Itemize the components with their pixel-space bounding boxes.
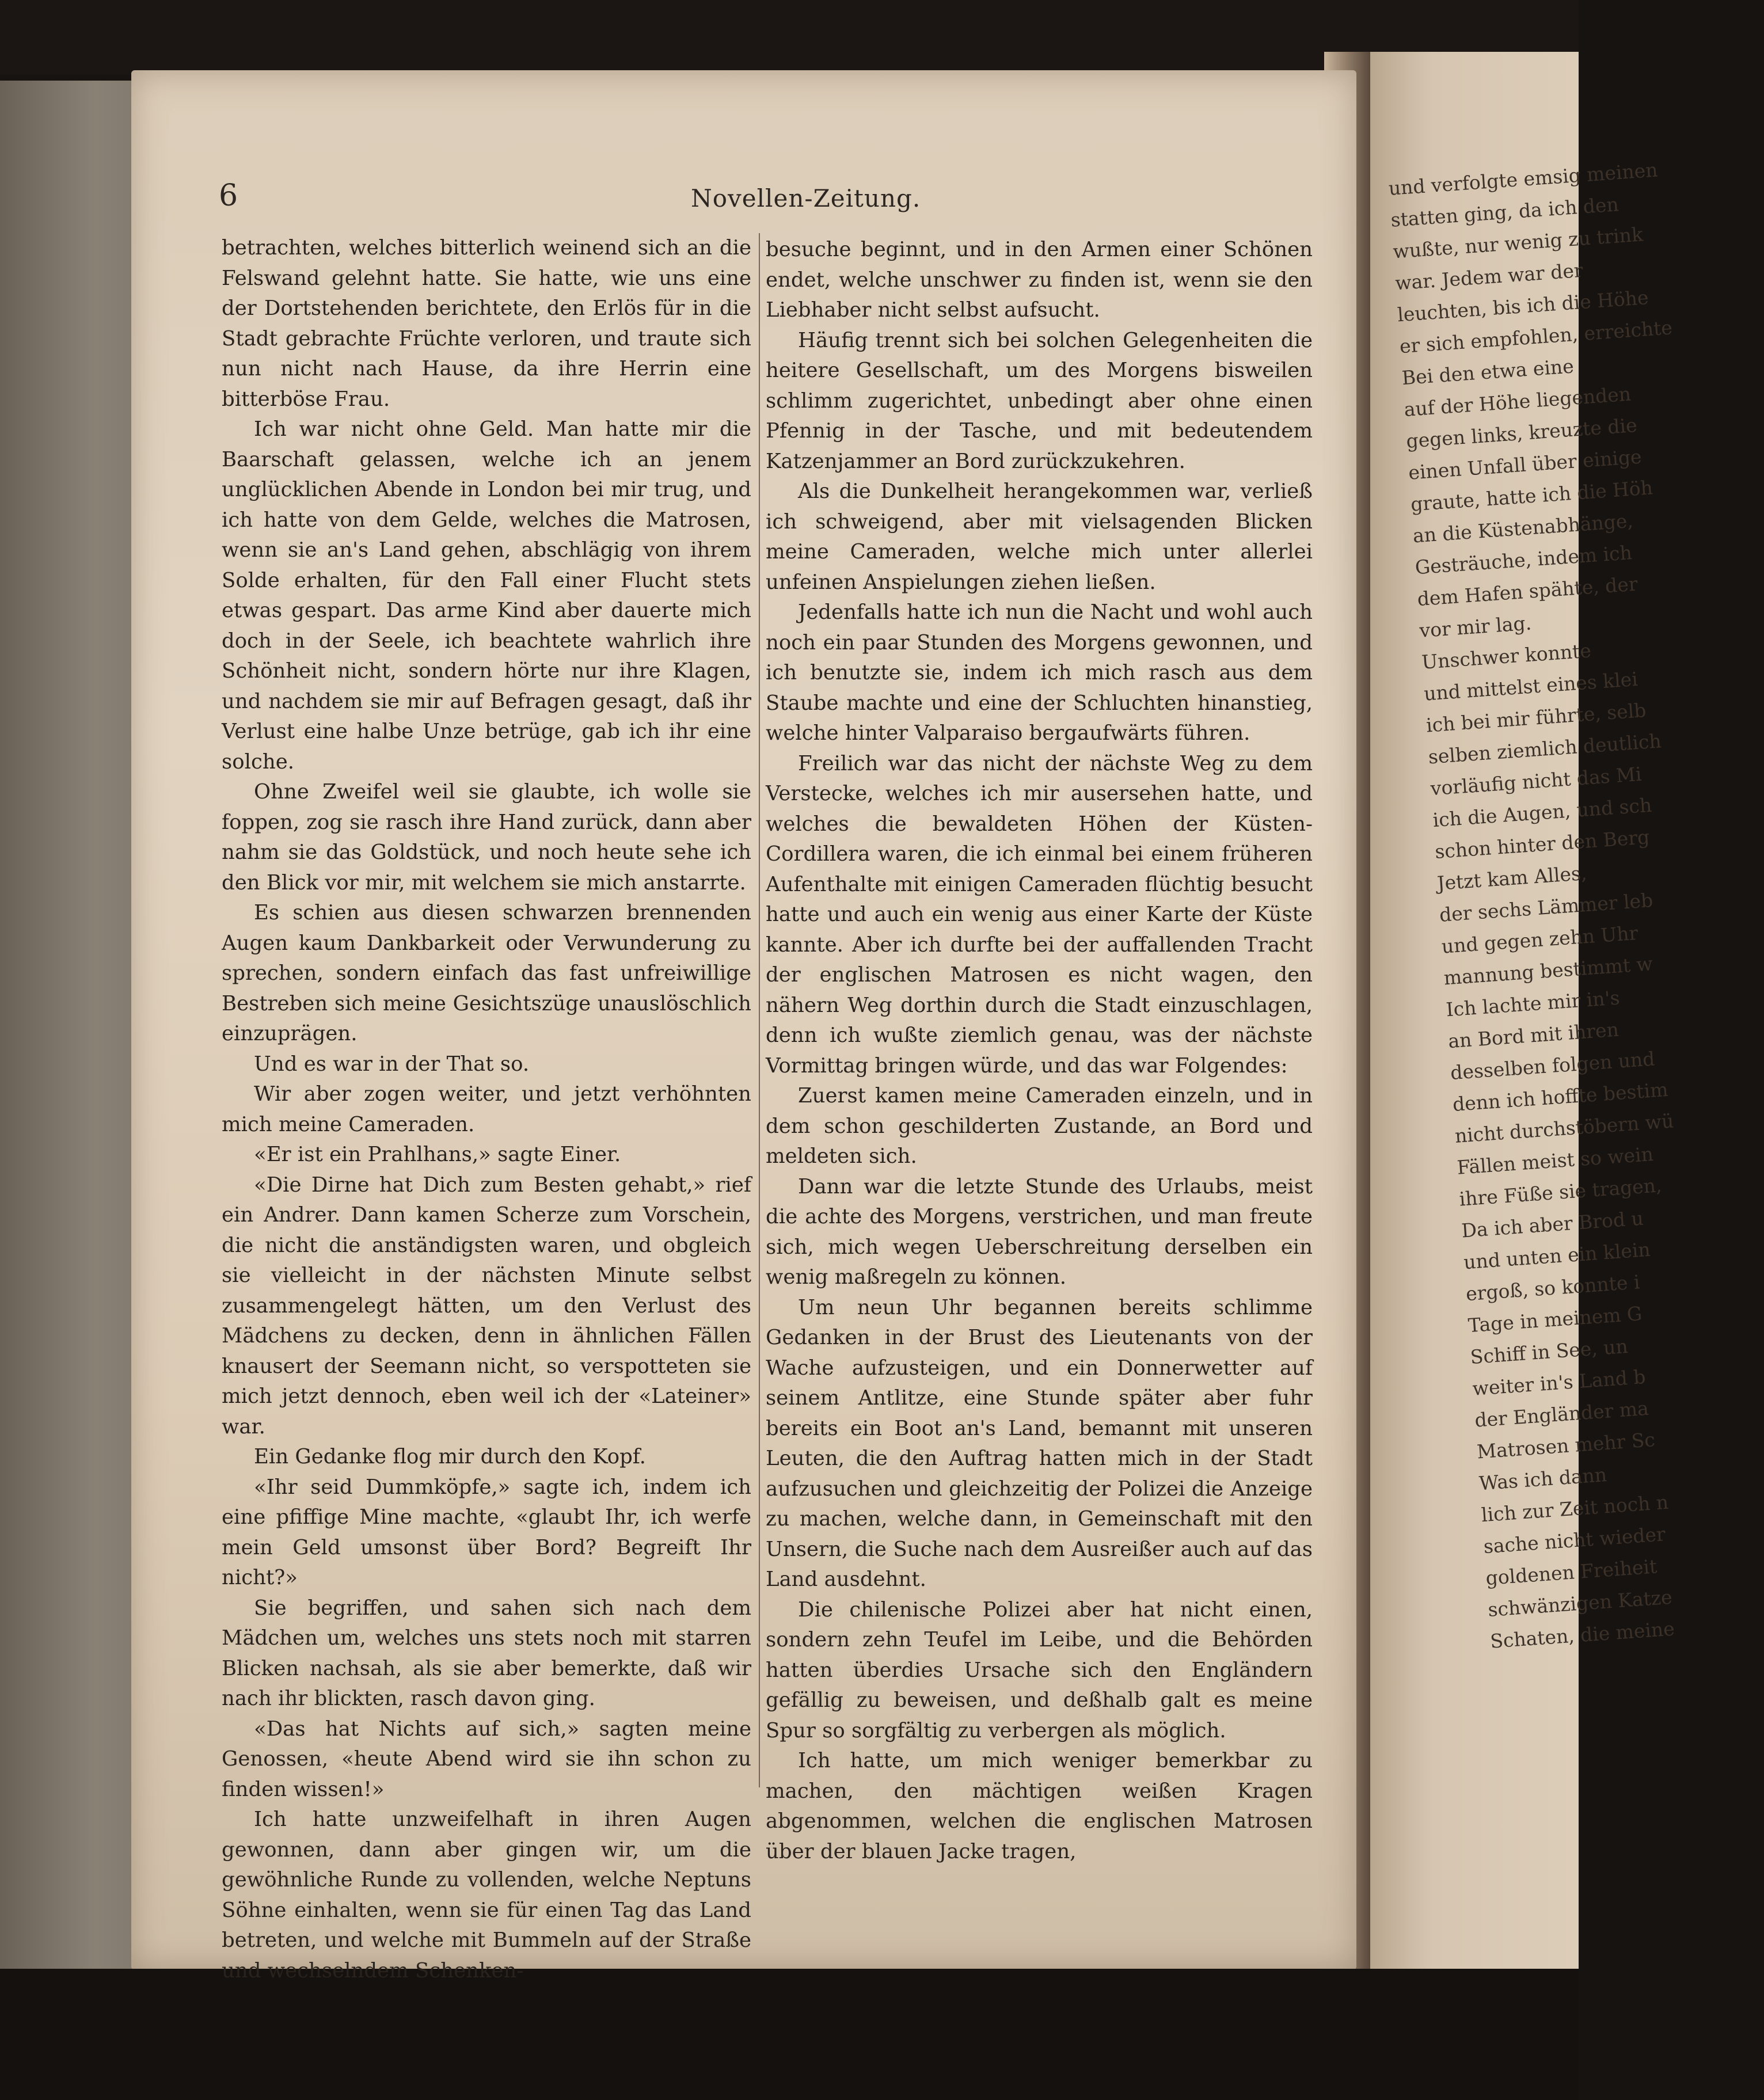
adjacent-text-line: Unschwer konnte	[1421, 639, 1592, 674]
adjacent-text-line: desselben folgen und	[1449, 1047, 1656, 1085]
adjacent-text-line: ergoß, so konnte i	[1465, 1270, 1641, 1306]
paragraph: Sie begriffen, und sahen sich nach dem Mädchen um, welches uns stets noch mit starren Blicken nachsah, als sie aber bemerkte, daß wir nach ihr blickten, rasch davon ging.	[222, 1596, 751, 1710]
paragraph: Jedenfalls hatte ich nun die Nacht und wohl auch noch ein paar Stunden des Morgens gewonnen, und ich benutzte sie, indem ich mich rasch aus dem Staube machte und eine der Schluchten hinanstieg, welche hinter Valparaiso bergaufwärts führen.	[766, 600, 1313, 745]
adjacent-text-line: Da ich aber Brod u	[1461, 1207, 1644, 1242]
paragraph: Ich hatte, um mich weniger bemerkbar zu machen, den mächtigen weißen Kragen abgenommen, welchen die englischen Matrosen über der blauen Jacke tragen,	[766, 1749, 1313, 1863]
adjacent-text-line: ich die Augen, und sch	[1432, 793, 1653, 832]
adjacent-text-line: Schaten, die meine	[1489, 1617, 1675, 1653]
adjacent-text-line: ihre Füße sie tragen,	[1458, 1174, 1663, 1211]
paragraph: Freilich war das nicht der nächste Weg zu dem Verstecke, welches ich mir ausersehen hatte, und welches die bewaldeten Höhen der Küsten-Cordillera waren, die ich einmal bei einem früheren Aufenthalte mit einigen Cameraden flüchtig besucht hatte und auch ein wenig aus einer Karte der Küste kannte. Aber ich durfte bei der auffallenden Tracht der englischen Matrosen es nicht wagen, den nähern Weg dorthin durch die Stadt einzuschlagen, denn ich wußte ziemlich genau, was der nächste Vormittag bringen würde, und das war Folgendes:	[766, 751, 1313, 1078]
paragraph: Häufig trennt sich bei solchen Gelegenheiten die heitere Gesellschaft, um des Morgens bisweilen schlimm zugerichtet, unbedingt aber ohne einen Pfennig in der Tasche, und mit bedeutendem Katzenjammer an Bord zurückzukehren.	[766, 328, 1313, 473]
paragraph: Zuerst kamen meine Cameraden einzeln, und in dem schon geschilderten Zustande, an Bord und meldeten sich.	[766, 1084, 1313, 1168]
scan-background-bottom	[0, 1969, 1579, 2100]
running-title: Novellen-Zeitung.	[691, 184, 921, 212]
column-divider	[759, 233, 760, 1787]
adjacent-text-line: denn ich hoffte bestim	[1451, 1078, 1669, 1116]
adjacent-text-line: er sich empfohlen, erreichte	[1398, 316, 1674, 358]
paragraph: betrachten, welches bitterlich weinend sich an die Felswand gelehnt hatte. Sie hatte, wie uns eine der Dortstehenden berichtete, den Erlös für in die Stadt gebrachte Früchte verloren, und traute sich nun nicht nach Hause, da ihre Herrin eine bitterböse Frau.	[222, 236, 751, 411]
adjacent-text-line: der Engländer ma	[1474, 1397, 1649, 1432]
paragraph: «Ihr seid Dummköpfe,» sagte ich, indem ich eine pfiffige Mine machte, «glaubt Ihr, ich werfe mein Geld umsonst über Bord? Begreift Ihr nicht?»	[222, 1475, 751, 1589]
adjacent-text-line: und unten ein klein	[1463, 1238, 1651, 1274]
text-column-right	[766, 235, 1313, 1867]
adjacent-text-line: an die Küstenabhänge,	[1412, 509, 1634, 547]
adjacent-text-line: Matrosen mehr Sc	[1476, 1428, 1656, 1463]
adjacent-text-line: Fällen meist so wein	[1456, 1142, 1655, 1179]
adjacent-text-line: statten ging, da ich den	[1390, 193, 1619, 231]
paragraph: «Die Dirne hat Dich zum Besten gehabt,» rief ein Andrer. Dann kamen Scherze zum Vorschein, die nicht die anständigsten waren, und obgleich sie vielleicht in der nächsten Minute selbst zusammengelegt hätten, um den Verlust des Mädchens zu decken, denn in ähnlichen Fällen knausert der Seemann nicht, so verspotteten sie mich jetzt dennoch, eben weil ich der «Lateiner» war.	[222, 1173, 751, 1439]
adjacent-text-line: Was ich dann	[1478, 1463, 1608, 1495]
adjacent-text-line: leuchten, bis ich die Höhe	[1396, 286, 1649, 326]
adjacent-text-line: graute, hatte ich die Höh	[1409, 476, 1654, 516]
paragraph: Ich hatte unzweifelhaft in ihren Augen gewonnen, dann aber gingen wir, um die gewöhnliche Runde zu vollenden, welche Neptuns Söhne einhalten, wenn sie für einen Tag das Land betreten, und welche mit Bummeln auf der Straße und wechselndem Schenken-	[222, 1808, 751, 1983]
adjacent-text-line: Jetzt kam Alles,	[1436, 861, 1588, 895]
adjacent-text-line: lich zur Zeit noch n	[1480, 1490, 1670, 1527]
adjacent-text-line: nicht durchstöbern wü	[1454, 1109, 1675, 1147]
adjacent-text-line: weiter in's Land b	[1472, 1365, 1647, 1400]
paragraph: Wir aber zogen weiter, und jetzt verhöhnten mich meine Cameraden.	[222, 1082, 751, 1136]
adjacent-text-line: schwänzigen Katze	[1487, 1585, 1673, 1621]
adjacent-text-line: war. Jedem war der	[1394, 258, 1584, 295]
page-number: 6	[219, 178, 238, 213]
paragraph: Ohne Zweifel weil sie glaubte, ich wolle sie foppen, zog sie rasch ihre Hand zurück, dann aber nahm sie das Goldstück, und noch heute sehe ich den Blick vor mir, mit welchem sie mich anstarrte.	[222, 780, 751, 895]
adjacent-text-line: und verfolgte emsig meinen	[1387, 158, 1659, 200]
adjacent-text-line: sache nicht wieder	[1482, 1523, 1666, 1558]
adjacent-text-line: ich bei mir führte, selb	[1425, 698, 1647, 737]
adjacent-text-line: und mittelst eines klei	[1423, 667, 1638, 705]
adjacent-text-line: schon hinter den Berg	[1434, 825, 1651, 863]
adjacent-text-line: Schiff in See, un	[1469, 1334, 1629, 1368]
adjacent-text-line: Bei den etwa eine	[1401, 355, 1575, 390]
adjacent-text-line: dem Hafen spähte, der	[1416, 572, 1638, 611]
adjacent-text-line: an Bord mit ihren	[1447, 1018, 1620, 1053]
adjacent-text-line: vorläufig nicht das Mi	[1430, 762, 1643, 800]
page-header	[219, 178, 1313, 225]
paragraph: Um neun Uhr begannen bereits schlimme Gedanken in der Brust des Lieutenants von der Wache aufzusteigen, und ein Donnerwetter auf seinem Antlitze, eine Stunde später aber fuhr bereits ein Boot an's Land, bemannt mit unseren Leuten, die den Auftrag hatten mich in der Stadt aufzusuchen und gleichzeitig der Polizei die Anzeige zu machen, welche dann, in Gemeinschaft mit den Unsern, die Suche nach dem Ausreißer auch auf das Land ausdehnt.	[766, 1295, 1313, 1591]
paragraph: «Das hat Nichts auf sich,» sagten meine Genossen, «heute Abend wird sie ihn schon zu finden wissen!»	[222, 1717, 751, 1801]
adjacent-text-line: mannung bestimmt w	[1443, 952, 1653, 990]
adjacent-text-line: auf der Höhe liegenden	[1403, 382, 1632, 421]
adjacent-text-line: einen Unfall über einige	[1408, 445, 1643, 484]
adjacent-text-line: gegen links, kreuzte die	[1405, 413, 1638, 452]
paragraph: Ein Gedanke flog mir durch den Kopf.	[254, 1445, 646, 1469]
adjacent-text-line: Gesträuche, indem ich	[1414, 541, 1633, 579]
paragraph: Ich war nicht ohne Geld. Man hatte mir die Baarschaft gelassen, welche ich an jenem unglücklichen Abende in London bei mir trug, und ich hatte von dem Gelde, welches die Matrosen, wenn sie an's Land gehen, abschlägig von ihrem Solde erhalten, für den Fall einer Flucht stets etwas gespart. Das arme Kind aber dauerte mich doch in der Seele, ich beachtete wahrlich ihre Schönheit nicht, sondern hörte nur ihre Klagen, und nachdem sie mir auf Befragen gesagt, daß ihr Verlust eine halbe Unze betrüge, gab ich ihr eine solche.	[222, 417, 751, 774]
adjacent-text-line: goldenen Freiheit	[1485, 1555, 1658, 1589]
paragraph: besuche beginnt, und in den Armen einer Schönen endet, welche unschwer zu finden ist, wenn sie den Liebhaber nicht selbst aufsucht.	[766, 238, 1313, 322]
paragraph: Die chilenische Polizei aber hat nicht einen, sondern zehn Teufel im Leibe, und die Behörden hatten überdies Ursache sich den Engländern gefällig zu beweisen, und deßhalb galt es meine Spur so sorgfältig zu verbergen als möglich.	[766, 1597, 1313, 1743]
paragraph: Und es war in der That so.	[254, 1052, 530, 1076]
text-column-left	[222, 233, 751, 1986]
adjacent-text-line: und gegen zehn Uhr	[1440, 921, 1639, 958]
paragraph: Als die Dunkelheit herangekommen war, verließ ich schweigend, aber mit vielsagenden Blicken meine Cameraden, welche mich unter allerlei unfeinen Anspielungen ziehen ließen.	[766, 480, 1313, 594]
adjacent-text-line: selben ziemlich deutlich	[1427, 729, 1662, 769]
adjacent-text-line: Tage in meinem G	[1467, 1302, 1643, 1337]
paragraph: Es schien aus diesen schwarzen brennenden Augen kaum Dankbarkeit oder Verwunderung zu sprechen, sondern einfach das fast unfreiwillige Bestreben sich meine Gesichtszüge unauslöschlich einzuprägen.	[222, 901, 751, 1045]
adjacent-text-line: wußte, nur wenig zu trink	[1392, 223, 1644, 263]
paragraph: «Er ist ein Prahlhans,» sagte Einer.	[254, 1143, 621, 1166]
adjacent-text-line: der sechs Lämmer leb	[1438, 888, 1654, 926]
adjacent-text-line: Ich lachte mir in's	[1445, 986, 1621, 1021]
adjacent-text-line: vor mir lag.	[1419, 611, 1533, 642]
paragraph: Dann war die letzte Stunde des Urlaubs, meist die achte des Morgens, verstrichen, und man freute sich, mich wegen Ueberschreitung derselben ein wenig maßregeln zu können.	[766, 1174, 1313, 1289]
